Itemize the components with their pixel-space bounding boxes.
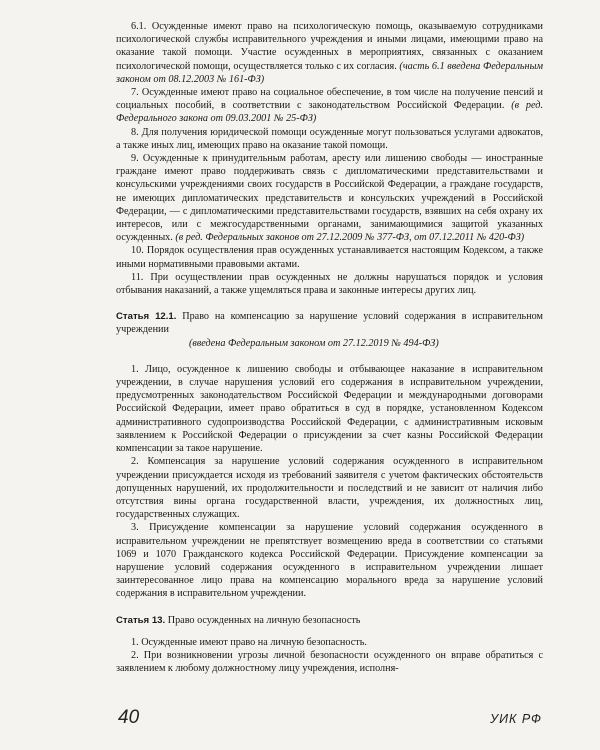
amendment-note: (часть 6.1 введена Федеральным законом от 08.12.2003 № 161-ФЗ) (116, 60, 543, 85)
paragraph-8: 8. Для получения юридической помощи осужденные могут пользоваться услугами адвокатов, а также иных лиц, имеющих право на оказание такой помощи. (116, 126, 543, 151)
amendment-note: (в ред. Федерального закона от 09.03.2001 № 25-ФЗ) (116, 100, 543, 125)
paragraph-11: 11. При осуществлении прав осужденных не должны нарушаться порядок и условия отбывания наказаний, а также ущемляться права и законные интересы других лиц. (116, 271, 543, 297)
paragraph-10: 10. Порядок осуществления прав осужденных устанавливается настоящим Кодексом, а также иными нормативными правовыми актами. (116, 245, 543, 270)
article-title: Право осужденных на личную безопасность (167, 614, 361, 626)
article-13-paragraph-1: 1. Осужденные имеют право на личную безопасность. (131, 636, 367, 648)
article-12-1-paragraph-1: 1. Лицо, осужденное к лишению свободы и отбывающее наказание в исправительном учреждении, в случае нарушения условий его содержания в исправительном учреждении, предусмотренных законодательством Российской Федерации и международными договорами Российской Федерации, имеет право обратиться в суд в порядке, установленном Кодексом административного судопроизводства Российской Федерации, с административным исковым заявлением к Российской Федерации о присуждении за счет казны Российской Федерации компенсации за такое нарушение. (116, 363, 543, 455)
article-12-1-heading (116, 310, 543, 350)
article-number: Статья 12.1. (116, 311, 177, 323)
paragraph-9: 9. Осужденные к принудительным работам, аресту или лишению свободы — иностранные граждане имеют право поддерживать связь с дипломатическими представительствами и консульскими учреждениями своих государств в Российской Федерации, а граждане государств, не имеющих дипломатических представительств и консульских учреждений в Российской Федерации, — с дипломатическими представительствами государств, взявших на себя охрану их интересов, или с межгосударственными органами, занимающимися защитой указанных осужденных. (в ред. Федеральных законов от 27.12.2009 № 377-ФЗ, от 07.12.2011 № 420-ФЗ) (116, 153, 543, 244)
article-title: Право на компенсацию за нарушение условий содержания в исправительном учреждении (116, 311, 543, 336)
amendment-note: (в ред. Федеральных законов от 27.12.2009 № 377-ФЗ, от 07.12.2011 № 420-ФЗ) (175, 232, 525, 244)
article-12-1-paragraph-2: 2. Компенсация за нарушение условий содержания осужденного в исправительном учреждении присуждается исходя из требований заявителя с учетом фактических обстоятельств допущенных нарушений, их продолжительности и последствий и не зависит от наличия либо отсутствия вины органа государственной власти, учреждения, их должностных лиц, государственных служащих. (116, 456, 543, 521)
page-number: 40 (118, 707, 140, 728)
article-13-heading (116, 614, 543, 627)
article-12-1-paragraph-3: 3. Присуждение компенсации за нарушение условий содержания осужденного в исправительном учреждении не препятствует возмещению вреда в соответствии со статьями 1069 и 1070 Гражданского кодекса Российской Федерации. Присуждение компенсации за нарушение условий содержания осужденного в исправительном учреждении лишает заинтересованное лицо права на компенсацию морального вреда за нарушение условий содержания в исправительном учреждении. (116, 522, 543, 600)
article-number: Статья 13. (116, 614, 166, 626)
paragraph-7: 7. Осужденные имеют право на социальное обеспечение, в том числе на получение пенсий и социальных пособий, в соответствии с законодательством Российской Федерации. (в ред. Федерального закона от 09.03.2001 № 25-ФЗ) (116, 87, 543, 125)
page-footer (0, 707, 600, 737)
paragraph-6-1: 6.1. Осужденные имеют право на психологическую помощь, оказываемую сотрудниками психологической службы исправительного учреждения и иными лицами, имеющими право на оказание такой помощи. Участие осужденных в мероприятиях, связанных с оказанием психологической помощи, осуществляется только с их согласия. (часть 6.1 введена Федеральным законом от 08.12.2003 № 161-ФЗ) (116, 21, 543, 85)
article-13-paragraph-2: 2. При возникновении угрозы личной безопасности осужденного он вправе обратиться с заявлением к любому должностному лицу учреждения, исполня- (116, 649, 543, 675)
article-note: (введена Федеральным законом от 27.12.2019 № 494-ФЗ) (189, 337, 439, 349)
page-body (116, 20, 543, 675)
running-title: УИК РФ (490, 712, 542, 726)
